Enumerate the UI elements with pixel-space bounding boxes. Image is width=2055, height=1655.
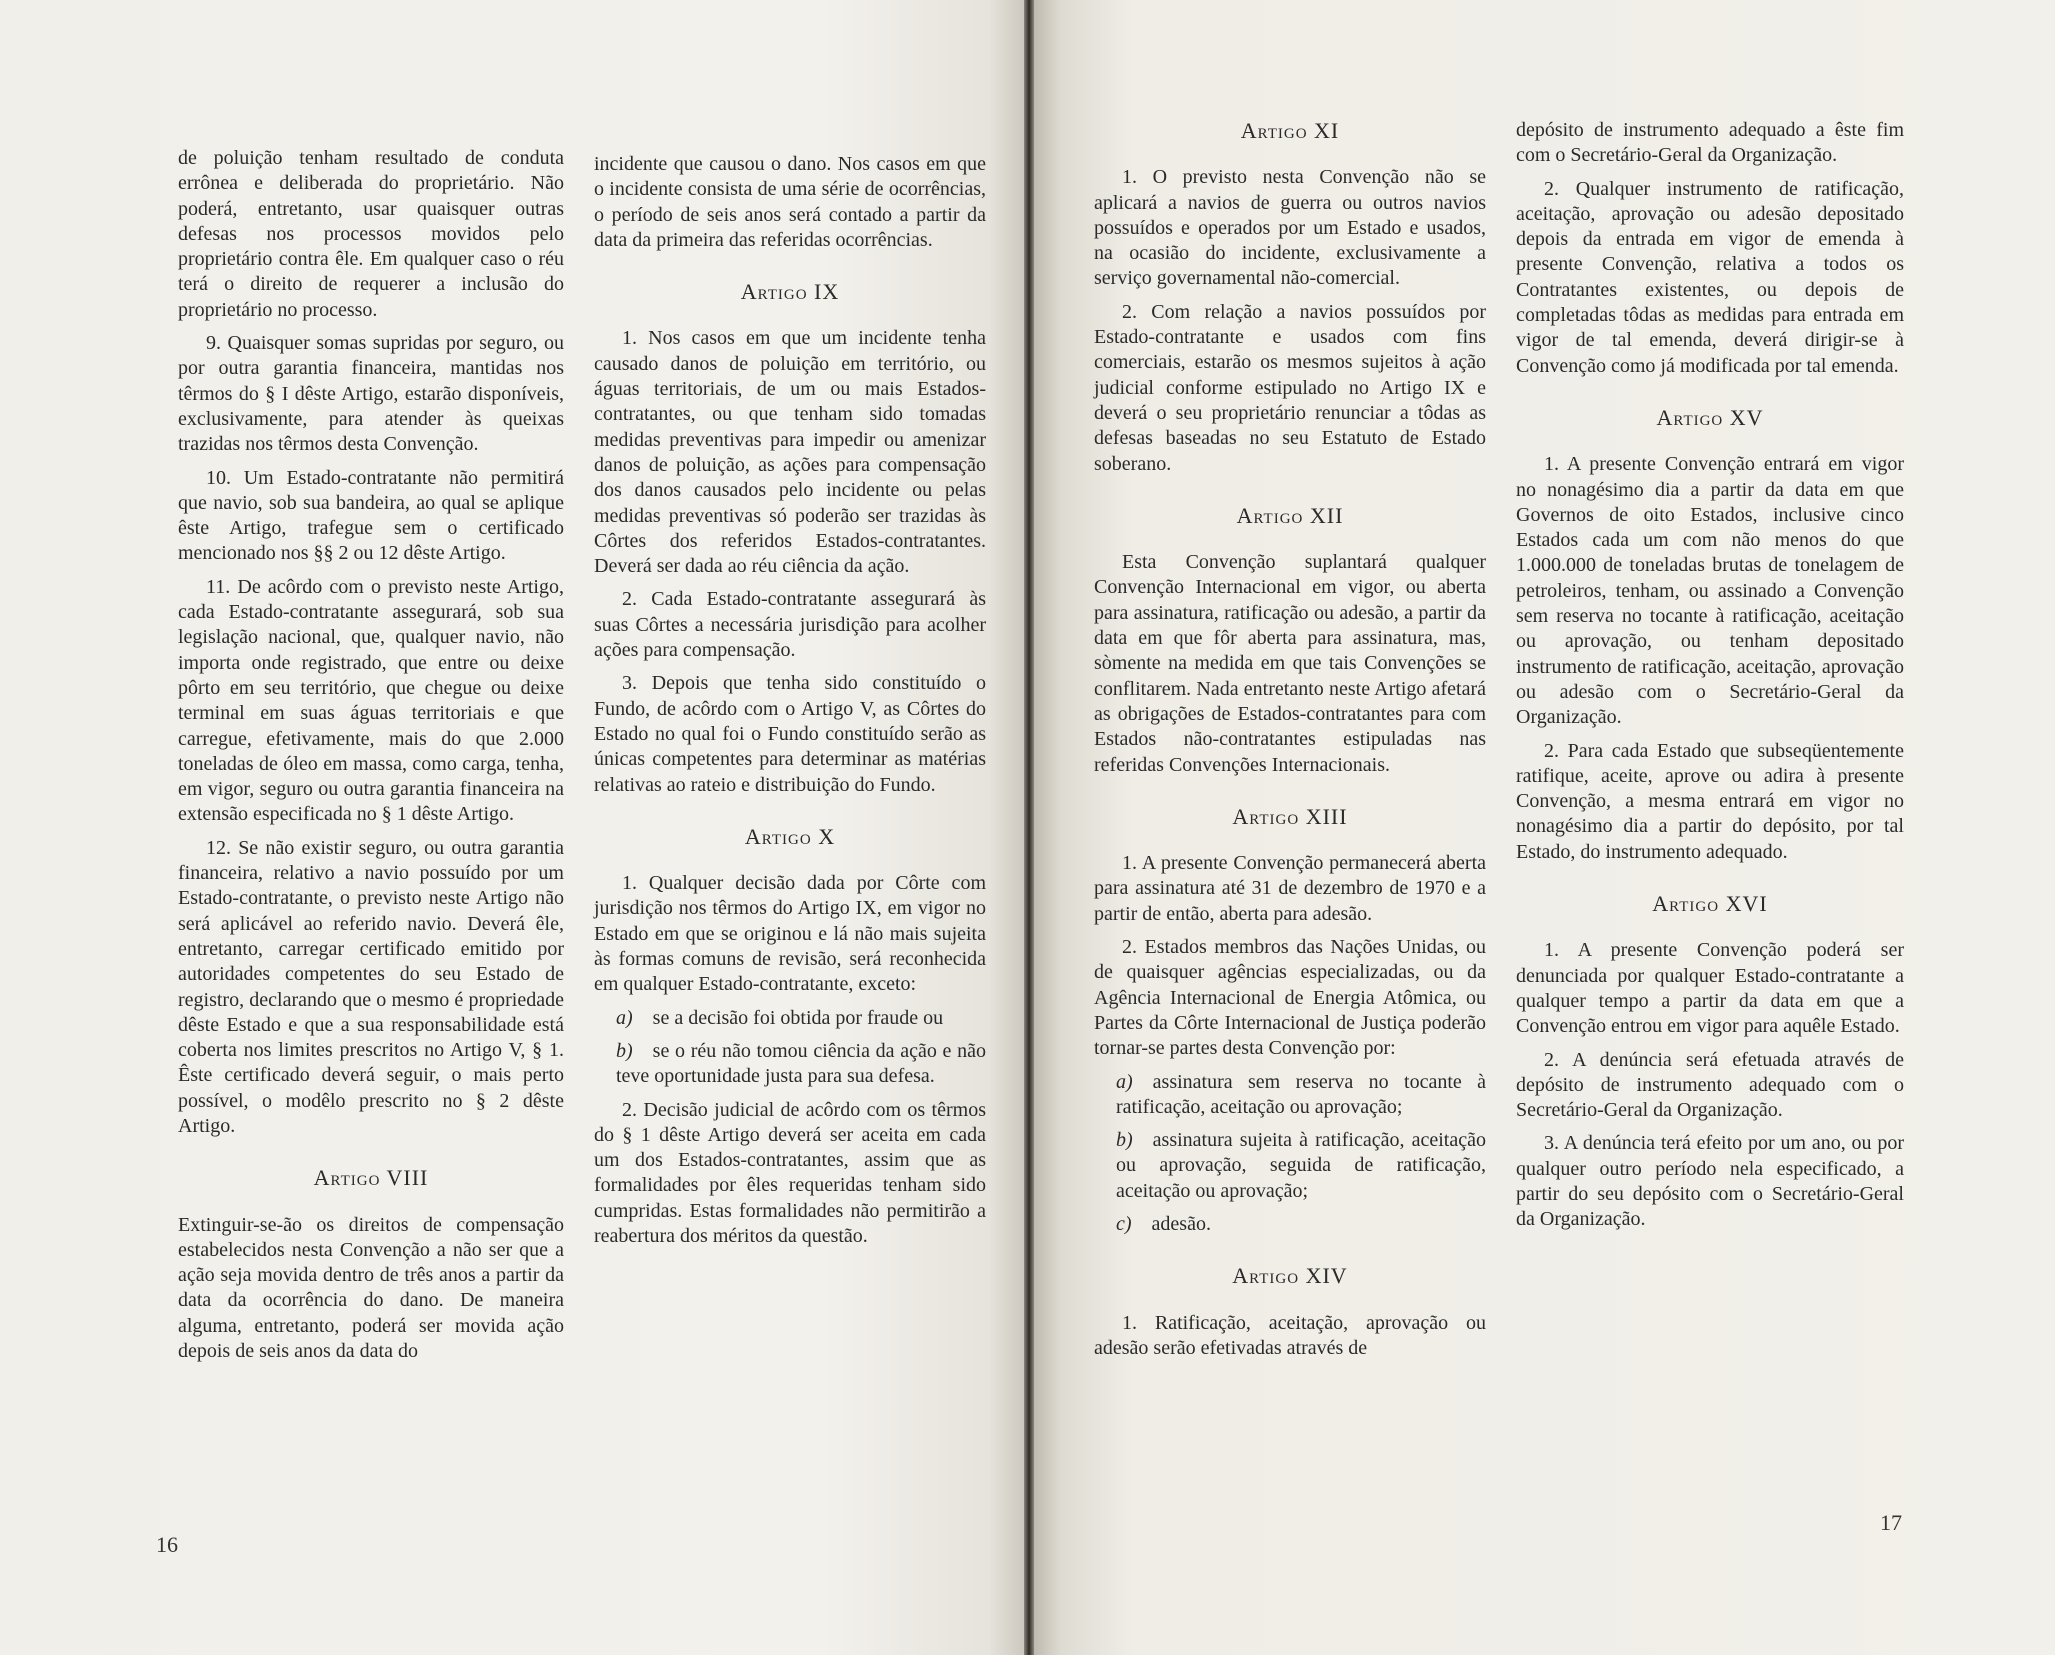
book-gutter — [1024, 0, 1034, 1655]
paragraph: 10. Um Estado-contratante não permitirá que navio, sob sua bandeira, ao qual se aplique êste Artigo, trafegue sem o certificado mencionado nos §§ 2 ou 12 dêste Artigo. — [178, 466, 564, 565]
paragraph: 2. Decisão judicial de acôrdo com os têrmos do § 1 dêste Artigo deverá ser aceita em cada um dos Estados-contratantes, assim que as formalidades por êles requeridas tenham sido cumpridas. Estas formalidades não permitirão a reabertura dos méritos da questão. — [594, 1098, 986, 1247]
list-item — [1094, 1128, 1486, 1204]
list-item-label: a) — [1116, 1070, 1133, 1093]
right-page-column-1 — [1094, 118, 1486, 1369]
paragraph: de poluição tenham resultado de conduta errônea e deliberada do proprietário. Não poderá, entretanto, usar quaisquer outras defesas nos processos movidos pelo proprietário contra êle. Em qualquer caso o réu terá o direito de requerer a inclusão do proprietário no processo. — [178, 147, 564, 321]
list-item-text: se a decisão foi obtida por fraude ou — [652, 1006, 944, 1029]
list-item — [594, 1006, 986, 1031]
paragraph: 1. O previsto nesta Convenção não se aplicará a navios de guerra ou outros navios possuídos e operados por um Estado e usados, na ocasião do incidente, exclusivamente a serviço governamental não-comercial. — [1094, 166, 1486, 290]
paragraph: depósito de instrumento adequado a êste fim com o Secretário-Geral da Organização. — [1516, 119, 1904, 167]
paragraph: 2. Com relação a navios possuídos por Estado-contratante e usados com fins comerciais, estarão os mesmos sujeitos à ação judicial conforme estipulado no Artigo IX e deverá o seu proprietário renunciar a tôdas as defesas baseadas no seu Estatuto de Estado soberano. — [1094, 300, 1486, 475]
page-number-right: 17 — [1880, 1510, 1902, 1535]
paragraph: incidente que causou o dano. Nos casos em que o incidente consista de uma série de ocorrências, o período de seis anos será contado a partir da data da primeira das referidas ocorrências. — [594, 153, 986, 251]
list-item-label: a) — [616, 1006, 633, 1029]
list-item-label: b) — [1116, 1129, 1133, 1152]
paragraph: 1. Qualquer decisão dada por Côrte com jurisdição nos têrmos do Artigo IX, em vigor no Estado em que se originou e lá não mais sujeita às formas comuns de revisão, será reconhecida em qualquer Estado-contratante, exceto: — [594, 872, 986, 996]
article-heading: Artigo IX — [740, 279, 840, 305]
list-item-text: adesão. — [1151, 1212, 1211, 1235]
paragraph: 2. Cada Estado-contratante assegurará às suas Côrtes a necessária jurisdição para acolher ações para compensação. — [594, 588, 986, 662]
paragraph: 3. A denúncia terá efeito por um ano, ou por qualquer outro período nela especificado, a partir do seu depósito com o Secretário-Geral da Organização. — [1516, 1132, 1904, 1231]
paragraph: 12. Se não existir seguro, ou outra garantia financeira, relativo a navio possuído por um Estado-contratante, o previsto neste Artigo não será aplicável ao referido navio. Deverá êle, entretanto, carregar certificado emitido por autoridades competentes do seu Estado de registro, declarando que o mesmo é propriedade dêste Estado e que a sua responsabilidade está coberta nos limites prescritos no Artigo V, § 1. Êste certificado deverá seguir, o mais perto possível, o modêlo prescrito no § 2 dêste Artigo. — [178, 836, 564, 1137]
list-item-text: se o réu não tomou ciência da ação e não teve oportunidade justa para sua defesa. — [616, 1039, 986, 1088]
left-page-column-2 — [594, 152, 986, 1257]
list-item-text: assinatura sujeita à ratificação, aceitação ou aprovação, seguida de ratificação, aceitação ou aprovação; — [1116, 1129, 1486, 1202]
list-item-label: c) — [1116, 1212, 1132, 1235]
paragraph: 3. Depois que tenha sido constituído o Fundo, de acôrdo com o Artigo V, as Côrtes do Estado no qual foi o Fundo constituído serão as únicas competentes para determinar as matérias relativas ao rateio e distribuição do Fundo. — [594, 672, 986, 796]
article-heading: Artigo XII — [1236, 502, 1344, 528]
article-heading: Artigo XIV — [1232, 1263, 1348, 1289]
page-number-left: 16 — [156, 1532, 178, 1557]
paragraph: 2. Qualquer instrumento de ratificação, aceitação, aprovação ou adesão depositado depois da entrada em vigor de emenda à presente Convenção, relativa a todos os Contratantes existentes, ou depois de completadas tôdas as medidas para entrada em vigor de tal emenda, deverá dirigir-se à Convenção como já modificada por tal emenda. — [1516, 177, 1904, 377]
article-heading: Artigo VIII — [313, 1165, 429, 1191]
paragraph: 2. Estados membros das Nações Unidas, ou de quaisquer agências especializadas, ou da Agência Internacional de Energia Atômica, ou Partes da Côrte Internacional de Justiça poderão tornar-se partes desta Convenção por: — [1094, 936, 1486, 1060]
article-heading: Artigo XIII — [1232, 803, 1348, 829]
list-item — [1094, 1212, 1486, 1237]
paragraph: 1. A presente Convenção poderá ser denunciada por qualquer Estado-contratante a qualquer tempo a partir da data em que a Convenção entrou em vigor para aquêle Estado. — [1516, 939, 1904, 1038]
list-item-text: assinatura sem reserva no tocante à ratificação, aceitação ou aprovação; — [1116, 1070, 1486, 1118]
article-heading: Artigo XVI — [1652, 891, 1768, 917]
article-heading: Artigo XV — [1656, 404, 1764, 430]
article-heading: Artigo X — [744, 823, 836, 849]
list-item-label: b) — [616, 1039, 633, 1062]
paragraph: 1. Nos casos em que um incidente tenha causado danos de poluição em território, ou águas territoriais, de um ou mais Estados-contratantes, ou que tenham sido tomadas medidas preventivas para impedir ou amenizar danos de poluição, as ações para compensação dos danos causados pelo incidente ou pelas medidas preventivas só poderão ser trazidas às Côrtes dos referidos Estados-contratantes. Deverá ser dada ao réu ciência da ação. — [594, 327, 986, 578]
paragraph: 2. Para cada Estado que subseqüentemente ratifique, aceite, aprove ou adira à presente Convenção, a mesma entrará em vigor no nonagésimo dia a partir do depósito, por tal Estado, do instrumento adequado. — [1516, 739, 1904, 863]
paragraph: Esta Convenção suplantará qualquer Convenção Internacional em vigor, ou aberta para assinatura, ratificação ou adesão, a partir da data em que fôr aberta para assinatura, mas, sòmente na medida em que tais Convenções se conflitarem. Nada entretanto neste Artigo afetará as obrigações de Estados-contratantes para com Estados não-contratantes estipuladas nas referidas Convenções Internacionais. — [1094, 551, 1486, 776]
paragraph: 1. A presente Convenção permanecerá aberta para assinatura até 31 de dezembro de 1970 e a partir de então, aberta para adesão. — [1094, 852, 1486, 925]
list-item — [1094, 1070, 1486, 1121]
paragraph: 1. A presente Convenção entrará em vigor no nonagésimo dia a partir da data em que Governos de oito Estados, inclusive cinco Estados cada um com não menos do que 1.000.000 de toneladas brutas de tonelagem de petroleiros, tenham, ou assinado a Convenção sem reserva no tocante à ratificação, aceitação ou aprovação, ou tenham depositado instrumento de ratificação, aceitação, aprovação ou adesão com o Secretário-Geral da Organização. — [1516, 453, 1904, 729]
list-item — [594, 1039, 986, 1090]
paragraph: 11. De acôrdo com o previsto neste Artigo, cada Estado-contratante assegurará, sob sua legislação nacional, que, qualquer navio, não importa onde registrado, que entre ou deixe pôrto em seu território, que chegue ou deixe terminal em suas águas territoriais e que carregue, efetivamente, mais do que 2.000 toneladas de óleo em massa, como carga, tenha, em vigor, seguro ou outra garantia financeira na extensão especificada no § 1 dêste Artigo. — [178, 575, 564, 826]
right-page-column-2 — [1516, 118, 1904, 1241]
paragraph: Extinguir-se-ão os direitos de compensação estabelecidos nesta Convenção a não ser que a ação seja movida dentro de três anos a partir da data da ocorrência do dano. De maneira alguma, entretanto, poderá ser movida ação depois de seis anos da data do — [178, 1213, 564, 1363]
paragraph: 9. Quaisquer somas supridas por seguro, ou por outra garantia financeira, mantidas nos têrmos do § I dêste Artigo, estarão disponíveis, exclusivamente, para atender às queixas trazidas nos têrmos desta Convenção. — [178, 332, 564, 456]
article-heading: Artigo XI — [1240, 118, 1340, 143]
paragraph: 1. Ratificação, aceitação, aprovação ou adesão serão efetivadas através de — [1094, 1311, 1486, 1359]
left-page-column-1 — [178, 146, 564, 1372]
paragraph: 2. A denúncia será efetuada através de depósito de instrumento adequado com o Secretário-Geral da Organização. — [1516, 1048, 1904, 1122]
